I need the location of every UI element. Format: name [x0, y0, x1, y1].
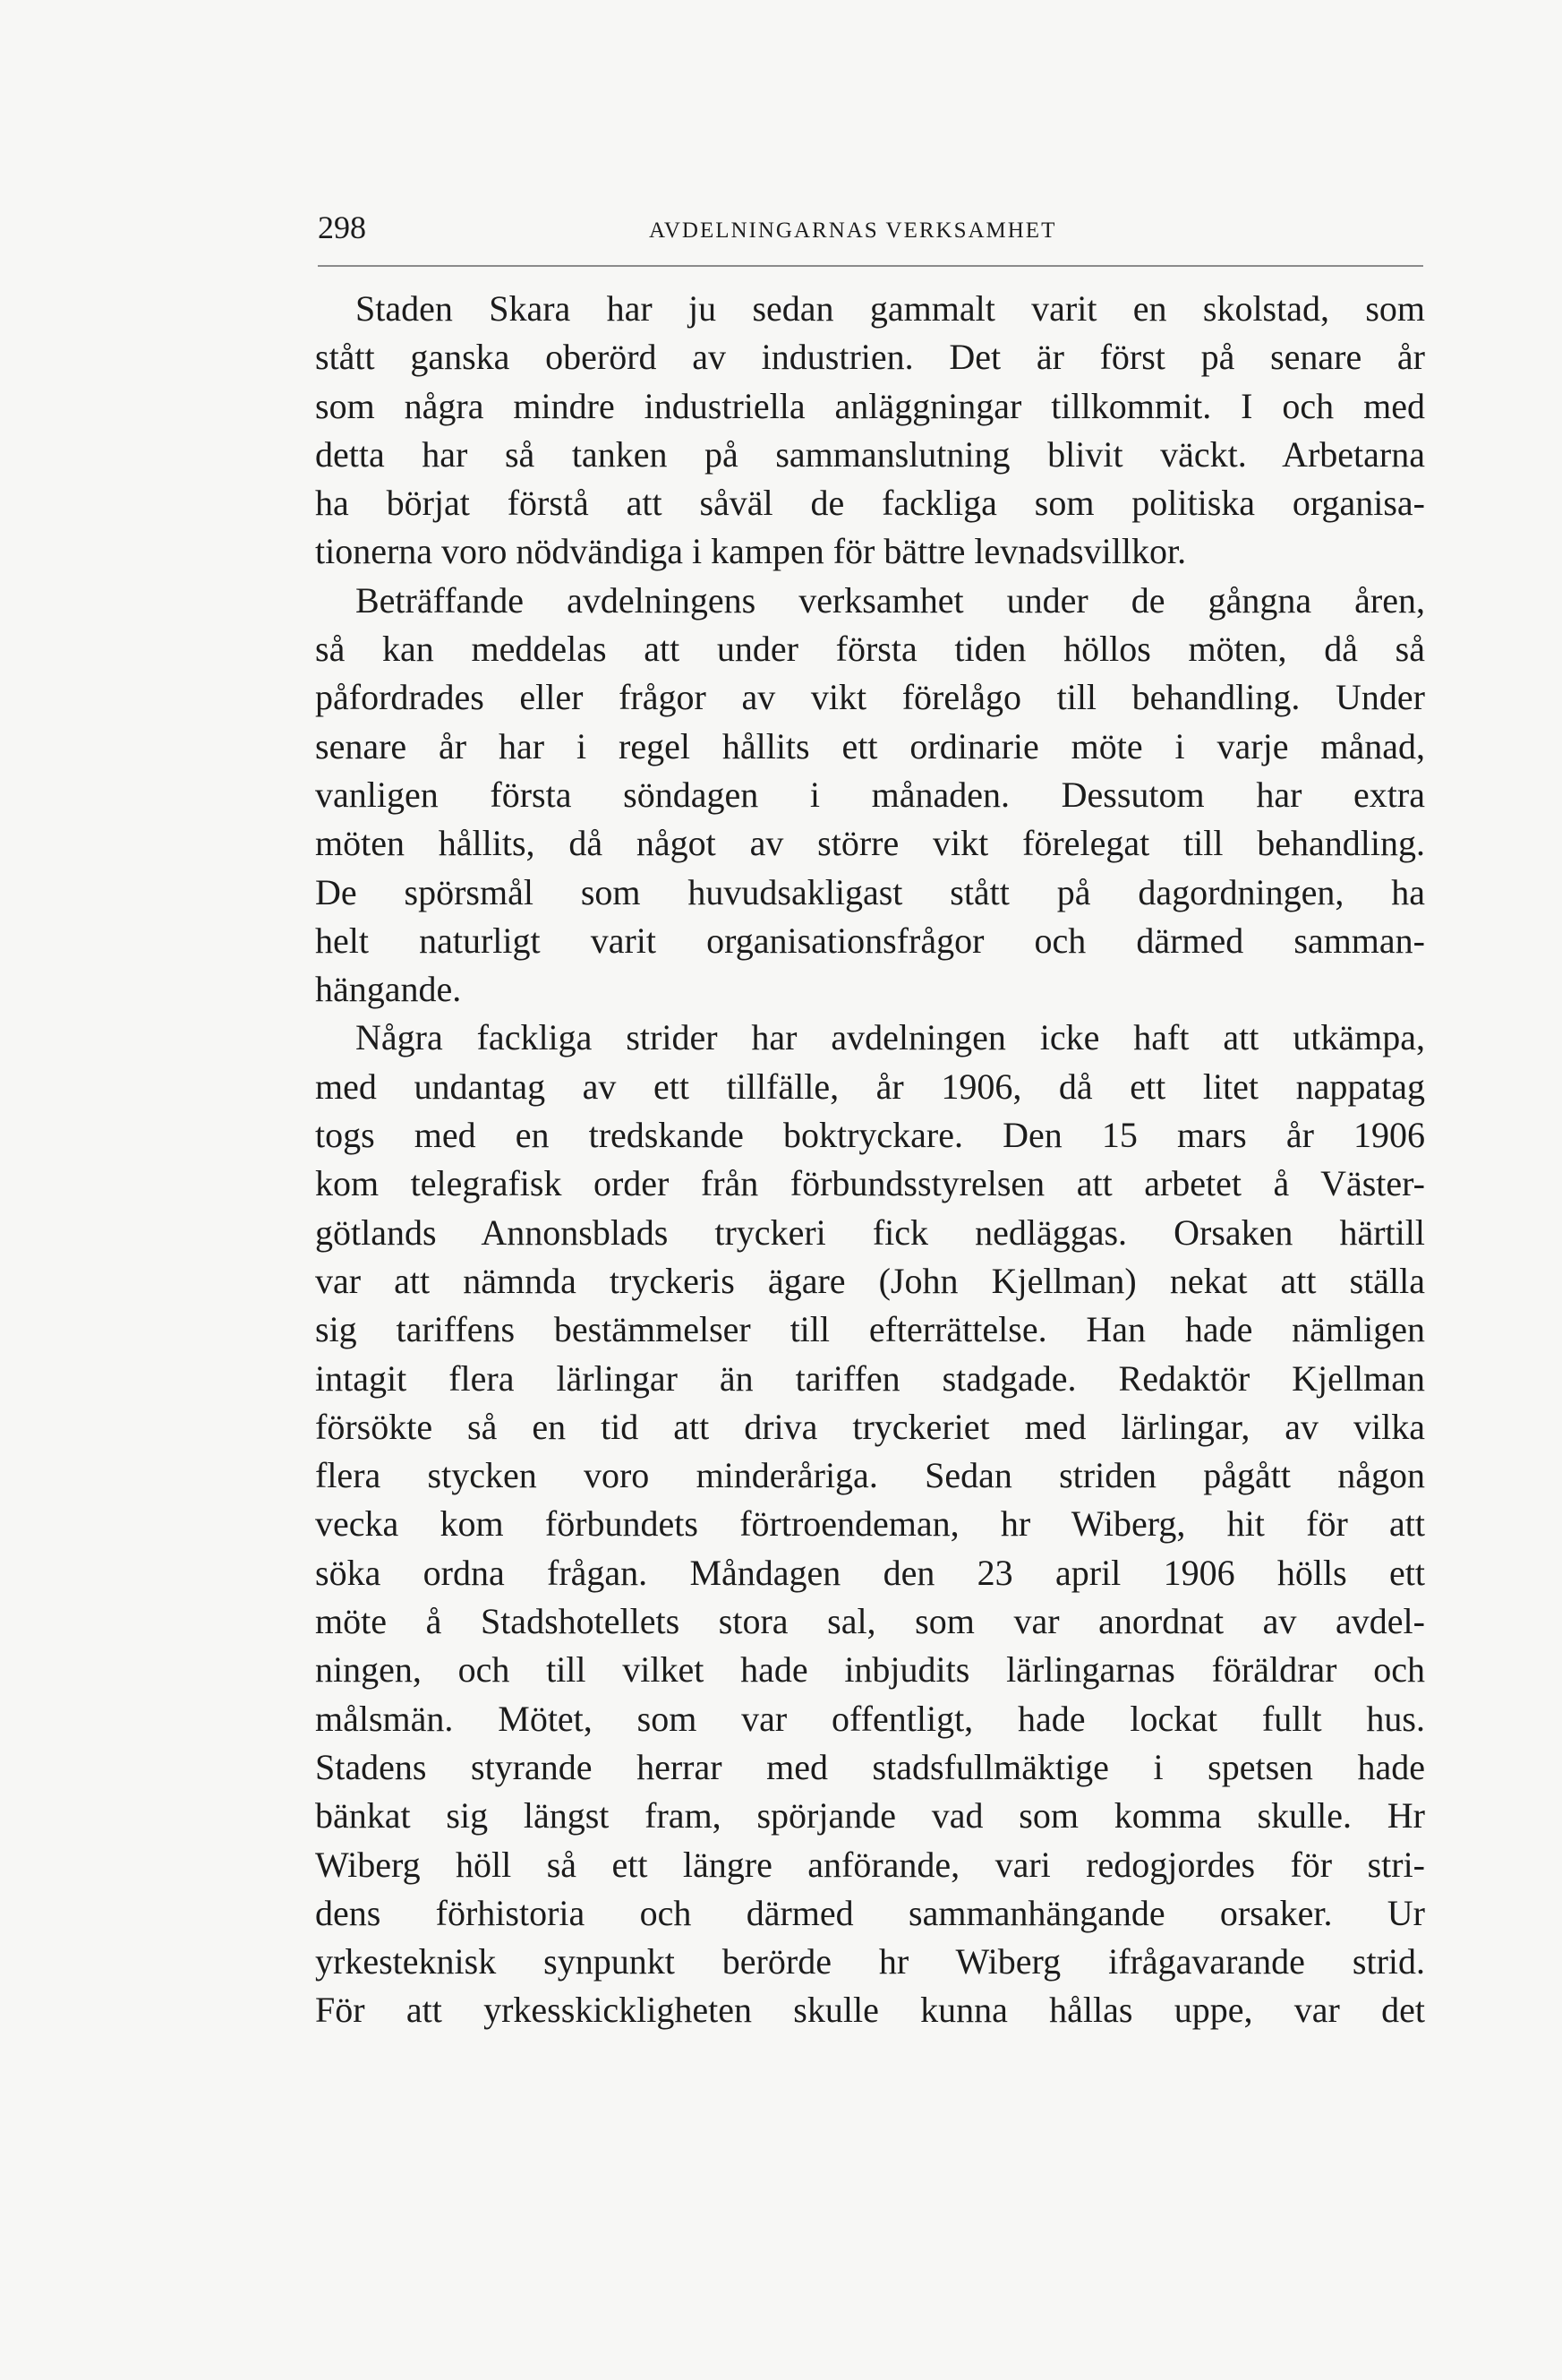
- text-line: götlands Annonsblads tryckeri fick nedläggas. Orsaken härtill: [315, 1211, 1425, 1253]
- text-line: som några mindre industriella anläggningar tillkommit. I och med: [315, 385, 1425, 426]
- text-line: med undantag av ett tillfälle, år 1906, då ett litet nappatag: [315, 1066, 1425, 1107]
- text-line: detta har så tanken på sammanslutning blivit väckt. Arbetarna: [315, 433, 1425, 475]
- text-line: stått ganska oberörd av industrien. Det är först på senare år: [315, 337, 1425, 378]
- text-line: så kan meddelas att under första tiden höllos möten, då så: [315, 629, 1425, 670]
- text-line: helt naturligt varit organisationsfrågor och därmed samman-: [315, 920, 1425, 961]
- text-line: dens förhistoria och därmed sammanhängande orsaker. Ur: [315, 1892, 1425, 1933]
- body-text: [315, 285, 1425, 2035]
- text-line: Beträffande avdelningens verksamhet under de gångna åren,: [355, 579, 1425, 621]
- text-line: senare år har i regel hållits ett ordinarie möte i varje månad,: [315, 725, 1425, 766]
- text-line: försökte så en tid att driva tryckeriet med lärlingar, av vilka: [315, 1406, 1425, 1447]
- text-line: hängande.: [315, 969, 462, 1010]
- text-line: vecka kom förbundets förtroendeman, hr Wiberg, hit för att: [315, 1503, 1425, 1545]
- text-line: Stadens styrande herrar med stadsfullmäktige i spetsen hade: [315, 1746, 1425, 1787]
- text-line: Staden Skara har ju sedan gammalt varit en skolstad, som: [355, 288, 1425, 329]
- text-line: flera stycken voro minderåriga. Sedan striden pågått någon: [315, 1455, 1425, 1496]
- text-line: intagit flera lärlingar än tariffen stadgade. Redaktör Kjellman: [315, 1357, 1425, 1399]
- text-line: söka ordna frågan. Måndagen den 23 april 1906 hölls ett: [315, 1552, 1425, 1593]
- text-line: målsmän. Mötet, som var offentligt, hade lockat fullt hus.: [315, 1698, 1425, 1739]
- text-line: För att yrkesskickligheten skulle kunna hållas uppe, var det: [315, 1990, 1425, 2031]
- page-number: 298: [318, 210, 366, 245]
- text-line: Wiberg höll så ett längre anförande, vari redogjordes för stri-: [315, 1844, 1425, 1885]
- text-line: tionerna voro nödvändiga i kampen för bättre levnadsvillkor.: [315, 531, 1187, 572]
- text-line: Några fackliga strider har avdelningen icke haft att utkämpa,: [355, 1017, 1425, 1058]
- text-line: De spörsmål som huvudsakligast stått på dagordningen, ha: [315, 871, 1425, 912]
- text-line: ningen, och till vilket hade inbjudits lärlingarnas föräldrar och: [315, 1649, 1425, 1691]
- text-line: bänkat sig längst fram, spörjande vad som komma skulle. Hr: [315, 1795, 1425, 1836]
- text-line: vanligen första söndagen i månaden. Dessutom har extra: [315, 774, 1425, 815]
- page-header: [318, 208, 1423, 267]
- text-line: var att nämnda tryckeris ägare (John Kjellman) nekat att ställa: [315, 1260, 1425, 1301]
- text-line: togs med en tredskande boktryckare. Den 15 mars år 1906: [315, 1115, 1425, 1156]
- text-line: ha börjat förstå att såväl de fackliga som politiska organisa-: [315, 483, 1425, 524]
- text-line: kom telegrafisk order från förbundsstyrelsen att arbetet å Väster-: [315, 1163, 1425, 1204]
- text-line: möten hållits, då något av större vikt förelegat till behandling.: [315, 823, 1425, 864]
- text-line: yrkesteknisk synpunkt berörde hr Wiberg ifrågavarande strid.: [315, 1941, 1425, 1982]
- text-line: påfordrades eller frågor av vikt förelågo till behandling. Under: [315, 677, 1425, 718]
- running-head: AVDELNINGARNAS VERKSAMHET: [649, 218, 1057, 243]
- text-line: möte å Stadshotellets stora sal, som var anordnat av avdel-: [315, 1601, 1425, 1642]
- text-line: sig tariffens bestämmelser till efterrättelse. Han hade nämligen: [315, 1309, 1425, 1350]
